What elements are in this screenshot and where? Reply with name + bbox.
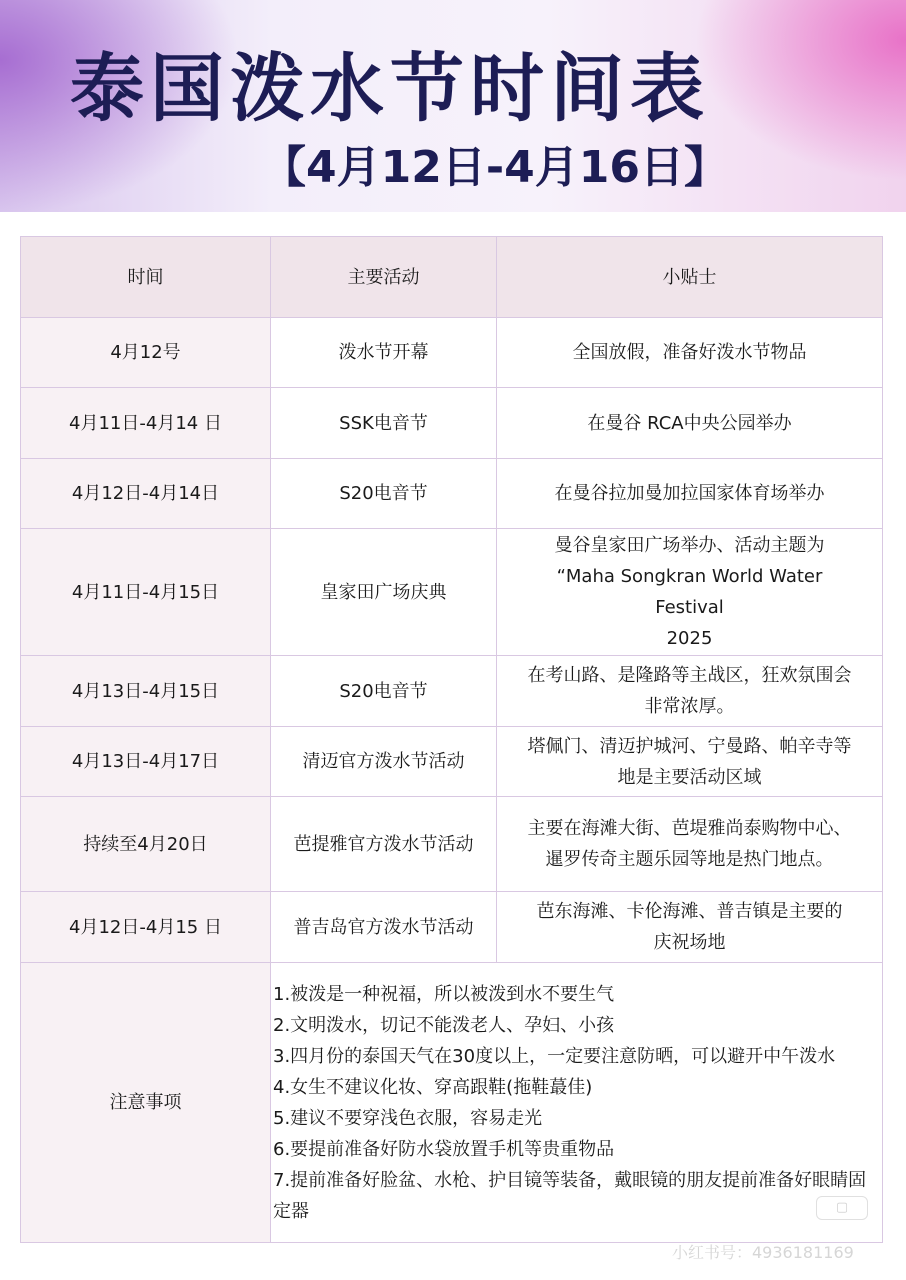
header-tips: 小贴士 <box>497 237 883 318</box>
page-title: 泰国泼水节时间表 <box>70 46 710 132</box>
table-row <box>21 388 883 459</box>
table-row <box>21 318 883 388</box>
tip-line: 2025 <box>666 628 713 649</box>
tip-line: 在曼谷 RCA中央公园举办 <box>587 412 792 434</box>
table-row <box>21 797 883 892</box>
note-item: 1.被泼是一种祝福，所以被泼到水不要生气 <box>273 983 615 1005</box>
table-row <box>21 459 883 529</box>
row-activity: S20电音节 <box>271 459 497 529</box>
table-row <box>21 656 883 727</box>
tip-line: 全国放假，准备好泼水节物品 <box>572 342 807 363</box>
row-time: 4月12日-4月15 日 <box>21 892 271 963</box>
tip-line: 地是主要活动区域 <box>617 766 762 788</box>
notes-row <box>21 963 883 1243</box>
table-row <box>21 892 883 963</box>
row-time: 4月13日-4月17日 <box>21 727 271 797</box>
row-tips <box>497 656 883 727</box>
tip-line: 塔佩门、清迈护城河、宁曼路、帕辛寺等 <box>527 735 852 757</box>
table-header-row <box>21 237 883 318</box>
row-tips <box>497 892 883 963</box>
note-item: 6.要提前准备好防水袋放置手机等贵重物品 <box>273 1138 615 1160</box>
watermark-text: 小红书号：4936181169 <box>672 1243 854 1262</box>
tip-line: 芭东海滩、卡伦海滩、普吉镇是主要的 <box>536 901 843 922</box>
tip-line: 暹罗传奇主题乐园等地是热门地点。 <box>545 849 834 870</box>
tip-line: 庆祝场地 <box>653 932 726 953</box>
row-activity: S20电音节 <box>271 656 497 727</box>
header-time: 时间 <box>21 237 271 318</box>
row-activity: SSK电音节 <box>271 388 497 459</box>
header-banner <box>0 0 906 212</box>
header-activity: 主要活动 <box>271 237 497 318</box>
note-item: 4.女生不建议化妆、穿高跟鞋(拖鞋蕞佳) <box>273 1076 593 1098</box>
table-row <box>21 529 883 656</box>
row-time: 4月11日-4月15日 <box>21 529 271 656</box>
row-time: 4月13日-4月15日 <box>21 656 271 727</box>
tip-line: 主要在海滩大街、芭堤雅尚泰购物中心、 <box>527 818 852 839</box>
row-tips <box>497 459 883 529</box>
row-tips <box>497 318 883 388</box>
notes-label: 注意事项 <box>21 963 271 1243</box>
tip-line: 在曼谷拉加曼加拉国家体育场举办 <box>554 483 825 504</box>
row-tips <box>497 727 883 797</box>
schedule-table <box>20 236 883 1243</box>
date-range-subtitle: 【4月12日-4月16日】 <box>262 142 728 193</box>
tip-line: “Maha Songkran World Water <box>556 566 823 587</box>
notes-list <box>271 963 883 1243</box>
tip-line: 非常浓厚。 <box>644 696 735 717</box>
note-item: 7.提前准备好脸盆、水枪、护目镜等装备，戴眼镜的朋友提前准备好眼睛固定器 <box>273 1169 867 1222</box>
row-tips <box>497 797 883 892</box>
table-row <box>21 727 883 797</box>
row-tips <box>497 388 883 459</box>
row-tips <box>497 529 883 656</box>
row-time: 4月12日-4月14日 <box>21 459 271 529</box>
note-item: 3.四月份的泰国天气在30度以上，一定要注意防晒，可以避开中午泼水 <box>273 1045 836 1067</box>
watermark-logo: ▢ <box>816 1196 868 1220</box>
note-item: 2.文明泼水，切记不能泼老人、孕妇、小孩 <box>273 1014 615 1036</box>
note-item: 5.建议不要穿浅色衣服，容易走光 <box>273 1107 543 1129</box>
tip-line: 曼谷皇家田广场举办、活动主题为 <box>554 535 825 556</box>
row-time: 4月11日-4月14 日 <box>21 388 271 459</box>
row-activity: 普吉岛官方泼水节活动 <box>271 892 497 963</box>
row-activity: 芭提雅官方泼水节活动 <box>271 797 497 892</box>
row-activity: 泼水节开幕 <box>271 318 497 388</box>
row-time: 4月12号 <box>21 318 271 388</box>
row-activity: 皇家田广场庆典 <box>271 529 497 656</box>
row-time: 持续至4月20日 <box>21 797 271 892</box>
tip-line: 在考山路、是隆路等主战区，狂欢氛围会 <box>527 665 852 686</box>
tip-line: Festival <box>655 597 724 618</box>
row-activity: 清迈官方泼水节活动 <box>271 727 497 797</box>
